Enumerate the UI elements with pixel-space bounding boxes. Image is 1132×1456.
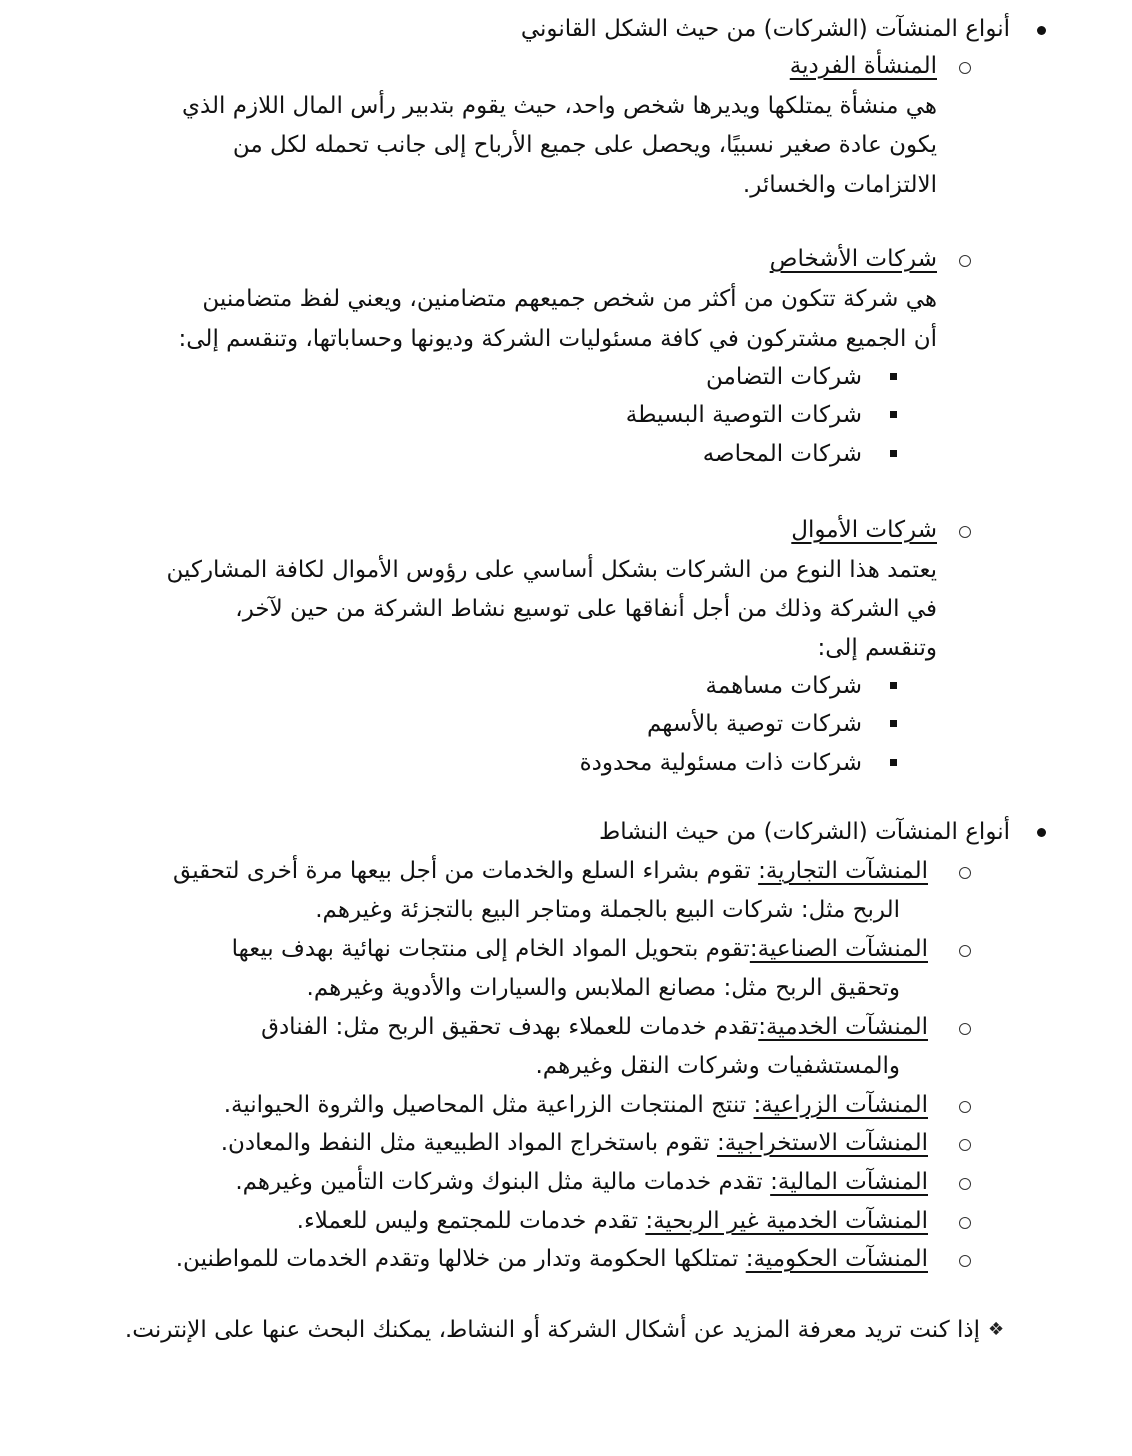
subheading-capital: شركات الأموال (791, 517, 937, 543)
circle-bullet-icon (959, 1255, 971, 1267)
activity-term: المنشآت الخدمية: (758, 1014, 928, 1040)
activity-desc: تقدم خدمات للعملاء بهدف تحقيق الربح مثل: الفنادق (261, 1014, 759, 1040)
list-item: شركات ذات مسئولية محدودة (579, 750, 862, 776)
bullet-icon (1037, 26, 1046, 35)
activity-term: المنشآت الاستخراجية: (716, 1130, 928, 1156)
activity-item-government (176, 1240, 928, 1278)
activity-item-continuation: وتحقيق الربح مثل: مصانع الملابس والسيارات والأدوية وغيرهم. (306, 975, 900, 1001)
square-bullet-icon (890, 450, 897, 457)
square-bullet-icon (890, 373, 897, 380)
activity-desc: تنتج المنتجات الزراعية مثل المحاصيل والثروة الحيوانية. (223, 1092, 754, 1118)
circle-bullet-icon (959, 1023, 971, 1035)
list-item: شركات المحاصه (702, 441, 862, 467)
square-bullet-icon (890, 682, 897, 689)
list-item: شركات مساهمة (705, 673, 862, 699)
circle-bullet-icon (959, 867, 971, 879)
activity-desc: تمتلكها الحكومة وتدار من خلالها وتقدم الخدمات للمواطنين. (175, 1246, 746, 1272)
circle-bullet-icon (959, 945, 971, 957)
paragraph-line: في الشركة وذلك من أجل أنفاقها على توسيع نشاط الشركة من حين لآخر، (235, 596, 937, 622)
activity-item-commercial (173, 852, 928, 890)
activity-desc: تقوم بشراء السلع والخدمات من أجل بيعها مرة أخرى لتحقيق (173, 858, 759, 884)
subheading-persons: شركات الأشخاص (769, 246, 937, 272)
section-heading-activity: أنواع المنشآت (الشركات) من حيث النشاط (598, 819, 1010, 845)
activity-term: المنشآت الحكومية: (745, 1246, 928, 1272)
paragraph-line: الالتزامات والخسائر. (742, 172, 937, 198)
circle-bullet-icon (959, 1101, 971, 1113)
subheading-sole: المنشأة الفردية (789, 53, 937, 79)
square-bullet-icon (890, 759, 897, 766)
activity-term: المنشآت الخدمية غير الربحية: (645, 1208, 928, 1234)
paragraph-line: يعتمد هذا النوع من الشركات بشكل أساسي على رؤوس الأموال لكافة المشاركين (166, 557, 937, 583)
square-bullet-icon (890, 720, 897, 727)
paragraph-line: وتنقسم إلى: (817, 635, 937, 661)
activity-desc: تقدم خدمات مالية مثل البنوك وشركات التأمين وغيرهم. (235, 1169, 771, 1195)
activity-item-extractive (221, 1124, 928, 1162)
activity-desc: تقوم باستخراج المواد الطبيعية مثل النفط والمعادن. (220, 1130, 717, 1156)
closing-note: إذا كنت تريد معرفة المزيد عن أشكال الشركة أو النشاط، يمكنك البحث عنها على الإنترنت. (124, 1317, 980, 1343)
paragraph-line: هي منشأة يمتلكها ويديرها شخص واحد، حيث يقوم بتدبير رأس المال اللازم الذي (181, 93, 937, 119)
list-item: شركات التضامن (705, 364, 862, 390)
activity-term: المنشآت الصناعية: (749, 936, 928, 962)
bullet-icon (1037, 828, 1046, 837)
circle-bullet-icon (959, 255, 971, 267)
activity-item-nonprofit (297, 1202, 928, 1240)
section-heading-legal: أنواع المنشآت (الشركات) من حيث الشكل القانوني (520, 16, 1010, 42)
circle-bullet-icon (959, 62, 971, 74)
activity-item-financial (235, 1163, 928, 1201)
circle-bullet-icon (959, 1217, 971, 1229)
list-item: شركات التوصية البسيطة (625, 402, 862, 428)
activity-item-continuation: والمستشفيات وشركات النقل وغيرهم. (535, 1053, 900, 1079)
activity-item-agricultural (224, 1086, 928, 1124)
activity-item-service (261, 1008, 928, 1046)
paragraph-line: أن الجميع مشتركون في كافة مسئوليات الشركة وديونها وحساباتها، وتنقسم إلى: (178, 326, 937, 352)
activity-term: المنشآت التجارية: (758, 858, 928, 884)
activity-term: المنشآت المالية: (770, 1169, 928, 1195)
circle-bullet-icon (959, 526, 971, 538)
activity-desc: تقدم خدمات للمجتمع وليس للعملاء. (296, 1208, 646, 1234)
diamond-bullet-icon: ❖ (988, 1319, 1005, 1340)
circle-bullet-icon (959, 1178, 971, 1190)
list-item: شركات توصية بالأسهم (647, 711, 862, 737)
activity-desc: تقوم بتحويل المواد الخام إلى منتجات نهائية بهدف بيعها (231, 936, 750, 962)
square-bullet-icon (890, 411, 897, 418)
paragraph-line: يكون عادة صغير نسبيًا، ويحصل على جميع الأرباح إلى جانب تحمله لكل من (232, 132, 937, 158)
activity-item-continuation: الربح مثل: شركات البيع بالجملة ومتاجر البيع بالتجزئة وغيرهم. (315, 897, 900, 923)
activity-term: المنشآت الزراعية: (753, 1092, 928, 1118)
circle-bullet-icon (959, 1139, 971, 1151)
paragraph-line: هي شركة تتكون من أكثر من شخص جميعهم متضامنين، ويعني لفظ متضامنين (202, 286, 937, 312)
activity-item-industrial (232, 930, 928, 968)
